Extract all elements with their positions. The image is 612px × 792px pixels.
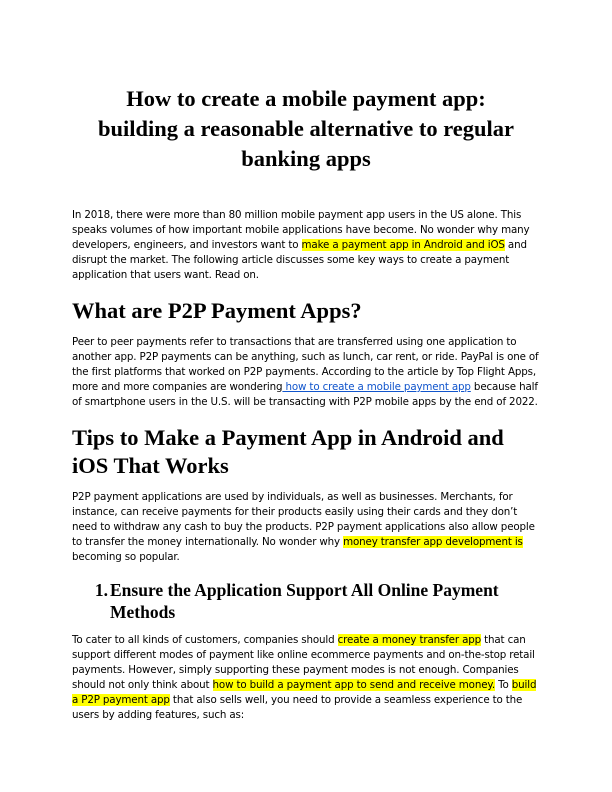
- p2p-text-continued: because half of smartphone users in the U.S. will be transacting with P2P mobile apps by the end of 2022.: [72, 381, 538, 408]
- subsection-heading-payment-methods: [72, 579, 540, 623]
- document-title: [72, 84, 540, 174]
- tips-heading-line-1: Tips to Make a Payment App in Android and: [72, 425, 504, 450]
- subsection-heading-line-2: Methods: [110, 602, 176, 622]
- intro-text: In 2018, there were more than 80 million mobile payment app users in the US alone. This speaks volumes of how important mobile applications have become. No wonder why many developers, engineers, and investors want to: [72, 209, 530, 251]
- methods-text-2: that can support different modes of payment like online ecommerce payments and on-the-stop retail payments. However, simply supporting these payment modes is not enough. Companies should not only think about: [72, 634, 535, 691]
- title-line-3: banking apps: [241, 146, 371, 171]
- intro-text-continued: and disrupt the market. The following article discusses some key ways to create a payment application that users want. Read on.: [72, 239, 527, 281]
- methods-highlight-3: build a P2P payment app: [72, 679, 537, 706]
- section-heading-tips: [72, 424, 540, 480]
- payment-methods-paragraph: [72, 633, 540, 723]
- methods-highlight-2: how to build a payment app to send and receive money.: [212, 679, 495, 691]
- tips-highlight: money transfer app development is: [343, 536, 523, 548]
- methods-text-1: To cater to all kinds of customers, companies should: [72, 634, 338, 646]
- p2p-paragraph: [72, 335, 540, 410]
- tips-text: P2P payment applications are used by individuals, as well as businesses. Merchants, for instance, can receive payments for their products easily using their cards and they don’t need to withdraw any cash to buy the products. P2P payment applications also allow people to transfer the money internationally. No wonder why: [72, 491, 535, 548]
- tips-text-continued: becoming so popular.: [72, 551, 180, 563]
- section-heading-p2p: What are P2P Payment Apps?: [72, 298, 362, 323]
- page-content: [72, 84, 540, 723]
- intro-paragraph: [72, 208, 540, 283]
- title-line-2: building a reasonable alternative to regular: [97, 116, 515, 141]
- tips-heading-line-2: iOS That Works: [72, 453, 229, 478]
- methods-text-4: that also sells well, you need to provide a seamless experience to the users by adding features, such as:: [72, 694, 523, 721]
- p2p-text: Peer to peer payments refer to transactions that are transferred using one application to another app. P2P payments can be anything, such as lunch, car rent, or ride. PayPal is one of the first platforms that worked on P2P payments. According to the article by Top Flight Apps, more and more companies are wondering: [72, 336, 539, 393]
- mobile-payment-app-link[interactable]: how to create a mobile payment app: [282, 381, 471, 393]
- methods-text-3: To: [494, 679, 512, 691]
- intro-highlight: make a payment app in Android and iOS: [301, 239, 505, 251]
- subsection-heading-text: [110, 579, 499, 623]
- subsection-heading-line-1: Ensure the Application Support All Online Payment: [110, 580, 499, 600]
- list-number: 1.: [94, 580, 108, 600]
- title-line-1: How to create a mobile payment app:: [126, 86, 486, 111]
- methods-highlight-1: create a money transfer app: [337, 634, 482, 646]
- tips-paragraph: [72, 490, 540, 565]
